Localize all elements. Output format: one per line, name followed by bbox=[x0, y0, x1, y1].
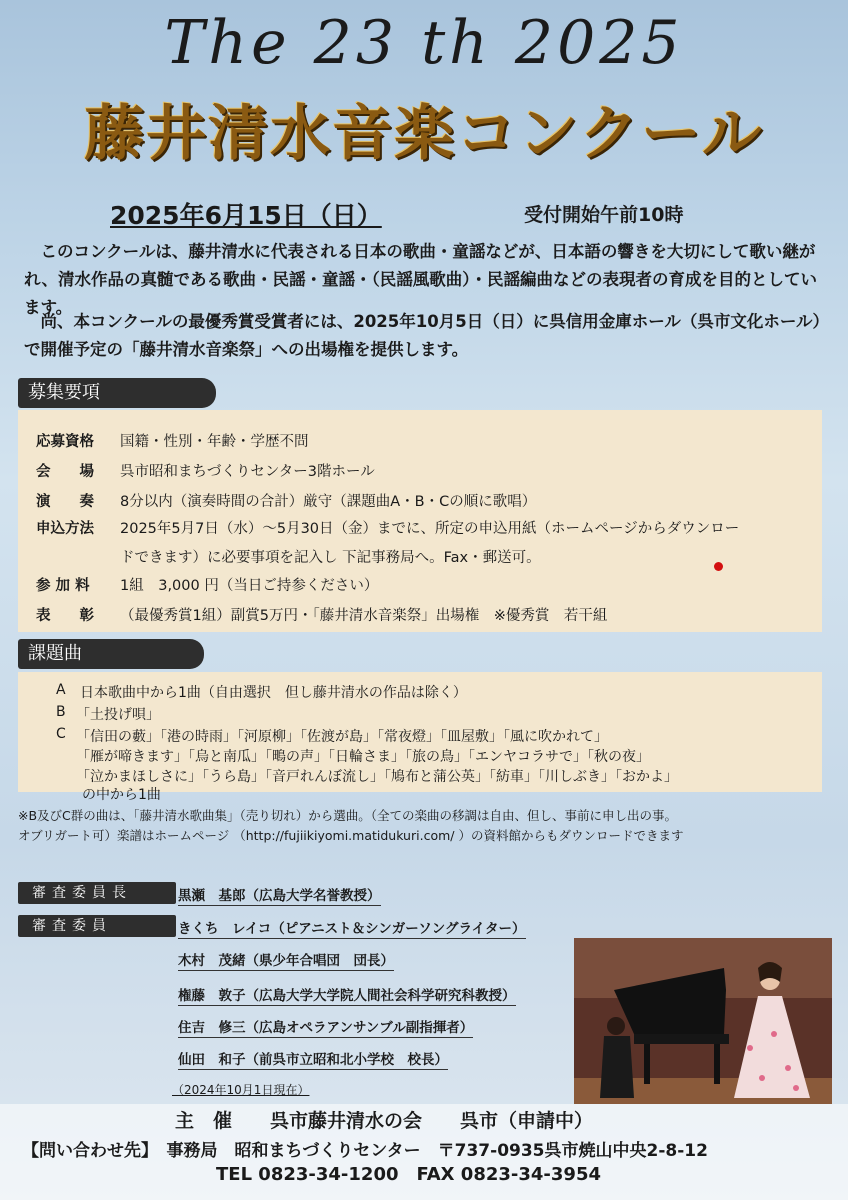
judges-label: 審査委員 bbox=[18, 915, 176, 937]
recruit-value: 呉市昭和まちづくりセンター3階ホール bbox=[120, 464, 375, 480]
organizer: 主 催 呉市藤井清水の会 呉市（申請中） bbox=[175, 1110, 594, 1132]
script-title: The 23 th 2025 bbox=[164, 8, 684, 78]
as-of-date: （2024年10月1日現在） bbox=[172, 1083, 310, 1097]
song-row: 「泣かまほしさに」「うら島」「音戸れんぼ流し」「鳩布と蒲公英」「紡車」「川しぶき」「おかよ」 bbox=[76, 769, 678, 785]
song-mark: C bbox=[56, 726, 66, 742]
judge-name: 住吉 修三（広島オペラアンサンブル副指揮者） bbox=[178, 1016, 473, 1038]
songs-note: ※B及びC群の曲は、「藤井清水歌曲集」（売り切れ）から選曲。（全ての楽曲の移調は自由、但し、事前に申し出の事。 bbox=[18, 808, 678, 823]
recruitment-heading: 募集要項 bbox=[18, 378, 216, 408]
judge-name: 木村 茂緒（県少年合唱団 団長） bbox=[178, 949, 394, 971]
judge-name: 権藤 敦子（広島大学大学院人間社会科学研究科教授） bbox=[178, 984, 516, 1006]
judge-name: 仙田 和子（前呉市立昭和北小学校 校長） bbox=[178, 1048, 448, 1070]
recital-photo bbox=[574, 938, 832, 1104]
event-date: 2025年6月15日（日） bbox=[110, 201, 382, 230]
song-row: 日本歌曲中から1曲（自由選択 但し藤井清水の作品は除く） bbox=[80, 685, 467, 701]
main-title: 藤井清水音楽コンクール bbox=[84, 99, 764, 169]
recruit-label: 応募資格 bbox=[36, 434, 94, 450]
recruit-value: ドできます）に必要事項を記入し 下記事務局へ。Fax・郵送可。 bbox=[120, 550, 541, 566]
song-row: 「雁が啼きます」「烏と南瓜」「鴫の声」「日輪さま」「旅の鳥」「エンヤコラサで」「秋の夜」 bbox=[76, 749, 650, 765]
red-dot-mark bbox=[714, 562, 723, 571]
recruit-value: 2025年5月7日（水）～5月30日（金）までに、所定の申込用紙（ホームページからダウンロー bbox=[120, 521, 740, 537]
song-row: 「土投げ唄」 bbox=[76, 707, 160, 723]
phone-fax: TEL 0823-34-1200 FAX 0823-34-3954 bbox=[216, 1164, 601, 1185]
judge-name: きくち レイコ（ピアニスト＆シンガーソングライター） bbox=[178, 917, 526, 939]
song-row: の中から1曲 bbox=[82, 787, 161, 803]
recruit-value: （最優秀賞1組）副賞5万円・「藤井清水音楽祭」出場権 ※優秀賞 若干組 bbox=[120, 608, 608, 624]
recruit-label: 参 加 料 bbox=[36, 578, 90, 594]
songs-note-url: オブリガート可）楽譜はホームページ （http://fujiikiyomi.matidukuri.com/ ）の資料館からもダウンロードできます bbox=[18, 828, 684, 843]
chief-judge-label: 審査委員長 bbox=[18, 882, 176, 904]
chief-judge-name: 黒瀬 基郎（広島大学名誉教授） bbox=[178, 884, 381, 906]
intro-paragraph: このコンクールは、藤井清水に代表される日本の歌曲・童謡などが、日本語の響きを大切にして歌い継がれ、清水作品の真髄である歌曲・民謡・童謡・（民謡風歌曲）・民謡編曲などの表現者の育成を目的としています。 bbox=[24, 242, 817, 317]
reception-time: 受付開始午前10時 bbox=[524, 204, 684, 226]
songs-heading: 課題曲 bbox=[18, 639, 204, 669]
song-row: 「信田の藪」「港の時雨」「河原柳」「佐渡が島」「常夜燈」「皿屋敷」「風に吹かれて」 bbox=[76, 729, 608, 745]
recruit-label: 演 奏 bbox=[36, 494, 94, 510]
recruit-value: 1組 3,000 円（当日ご持参ください） bbox=[120, 578, 379, 594]
contact-info: 【問い合わせ先】 事務局 昭和まちづくりセンター 〒737-0935呉市焼山中央2-8-12 bbox=[22, 1141, 708, 1161]
recruit-value: 8分以内（演奏時間の合計）厳守（課題曲A・B・Cの順に歌唱） bbox=[120, 494, 537, 510]
intro-paragraph-prize: 尚、本コンクールの最優秀賞受賞者には、2025年10月5日（日）に呉信用金庫ホール（呉市文化ホール）で開催予定の「藤井清水音楽祭」への出場権を提供します。 bbox=[24, 312, 821, 359]
recruit-value: 国籍・性別・年齢・学歴不問 bbox=[120, 434, 309, 450]
recruit-label: 表 彰 bbox=[36, 608, 94, 624]
songs-box bbox=[18, 672, 822, 803]
recruitment-box bbox=[18, 410, 822, 632]
song-mark: B bbox=[56, 704, 66, 720]
recruit-label: 申込方法 bbox=[36, 521, 94, 537]
recruit-label: 会 場 bbox=[36, 464, 94, 480]
song-mark: A bbox=[56, 682, 66, 698]
